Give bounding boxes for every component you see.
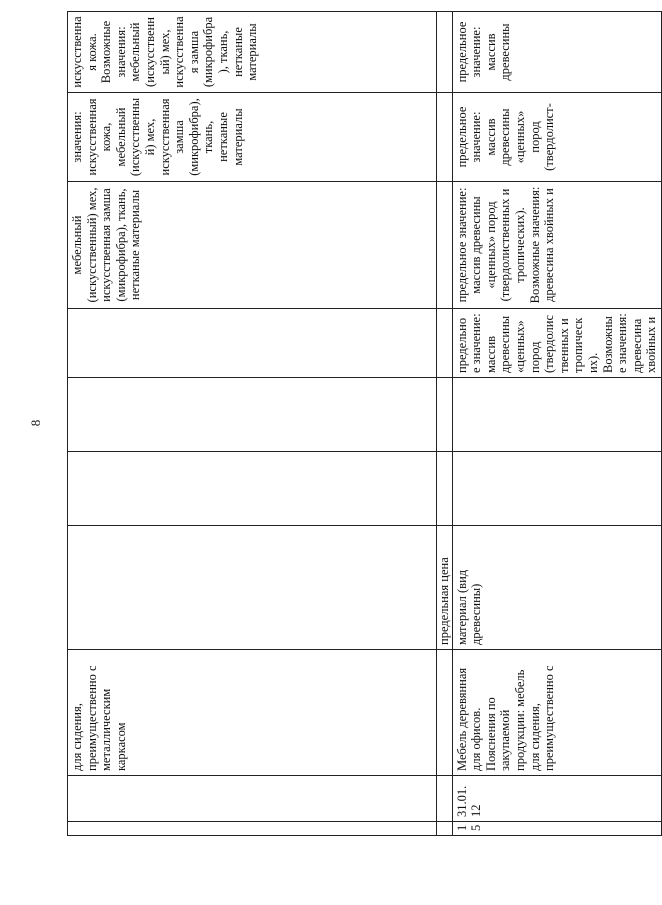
page-number: 8 [28, 419, 43, 427]
cell-num [437, 822, 453, 836]
cell-value-3: предельное значение: массив древесины [452, 12, 661, 93]
cell-value-2 [437, 93, 453, 182]
cell-c7 [437, 309, 453, 378]
cell-name: Мебель деревянная для офисов. Пояснения по закупаемой продукции: мебель для сидения, преимущественно с [452, 650, 661, 776]
requirements-table [67, 11, 662, 836]
cell-characteristic: предельная цена [437, 526, 453, 650]
cell-name: для сидения, преимущественно с металлическим каркасом [68, 650, 437, 776]
cell-c6 [68, 378, 437, 452]
cell-value: предельное значение: массив древесины «ценных» пород (твердолиственных и тропических). Возможные значения: древесина хвойных и [452, 182, 661, 309]
cell-num [68, 822, 437, 836]
cell-code [68, 776, 437, 822]
table-row [452, 12, 661, 836]
table-viewport [67, 12, 659, 836]
cell-c5 [68, 452, 437, 526]
cell-value-3 [437, 12, 453, 93]
cell-code [437, 776, 453, 822]
table-row [68, 12, 437, 836]
cell-c6 [452, 378, 661, 452]
cell-value-3: искусственная кожа. Возможные значения: мебельный (искусственный) мех, искусственная замша (микрофибра), ткань, нетканые материалы [68, 12, 437, 93]
cell-c5 [437, 452, 453, 526]
cell-characteristic: материал (вид древесины) [452, 526, 661, 650]
cell-value-2: значения: искусственная кожа, мебельный (искусственный) мех, искусственная замша (микрофибра), ткань, нетканые материалы [68, 93, 437, 182]
cell-c6 [437, 378, 453, 452]
cell-code: 31.01.12 [452, 776, 661, 822]
rotated-page [67, 12, 659, 836]
cell-value [437, 182, 453, 309]
cell-c5 [452, 452, 661, 526]
cell-value-2: предельное значение: массив древесины «ценных» пород (твердолист- [452, 93, 661, 182]
cell-c7: предельное значение: массив древесины «ценных» пород (твердолиственных и тропических). Возможные значения: древесина хвойных и [452, 309, 661, 378]
table-row [437, 12, 453, 836]
cell-num: 15 [452, 822, 661, 836]
cell-c7 [68, 309, 437, 378]
cell-characteristic [68, 526, 437, 650]
cell-name [437, 650, 453, 776]
cell-value: мебельный (искусственный) мех, искусственная замша (микрофибра), ткань, нетканые материалы [68, 182, 437, 309]
